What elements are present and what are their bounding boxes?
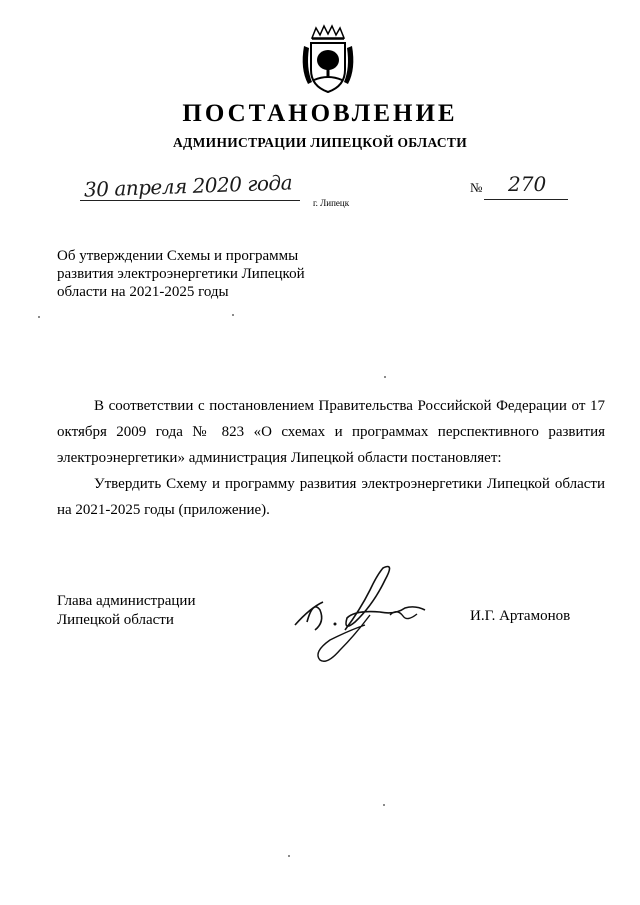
- scan-speck: [232, 314, 234, 316]
- date-underline: [80, 200, 300, 201]
- scan-speck: [38, 316, 40, 318]
- position-line: Глава администрации: [57, 593, 196, 609]
- number-label: №: [470, 180, 483, 195]
- position-line: Липецкой области: [57, 612, 174, 628]
- subject-line: развития электроэнергетики Липецкой: [57, 266, 305, 282]
- number-underline: [484, 199, 568, 200]
- signatory-position: [57, 592, 195, 630]
- document-city: г. Липецк: [313, 198, 350, 208]
- scan-speck: [383, 804, 385, 806]
- body-paragraph: В соответствии с постановлением Правительства Российской Федерации от 17 октября 2009 года № 823 «О схемах и программах перспективного развития электроэнергетики» администрация Липецкой области постановляет:: [57, 398, 605, 466]
- subject-line: области на 2021-2025 годы: [57, 284, 229, 300]
- coat-of-arms-icon: [298, 24, 358, 94]
- document-subject: [57, 247, 357, 301]
- handwritten-signature: [285, 560, 435, 680]
- document-body: [57, 393, 605, 523]
- document-date: 30 апреля 2020 года: [83, 170, 293, 202]
- body-paragraph: Утвердить Схему и программу развития электроэнергетики Липецкой области на 2021-2025 годы (приложение).: [57, 476, 605, 518]
- document-number: 270: [508, 172, 547, 196]
- issuing-authority: АДМИНИСТРАЦИИ ЛИПЕЦКОЙ ОБЛАСТИ: [172, 135, 468, 150]
- signatory-name: И.Г. Артамонов: [470, 608, 571, 624]
- scan-speck: [288, 855, 290, 857]
- scan-speck: [384, 376, 386, 378]
- document-title: ПОСТАНОВЛЕНИЕ: [182, 100, 458, 127]
- subject-line: Об утверждении Схемы и программы: [57, 248, 299, 264]
